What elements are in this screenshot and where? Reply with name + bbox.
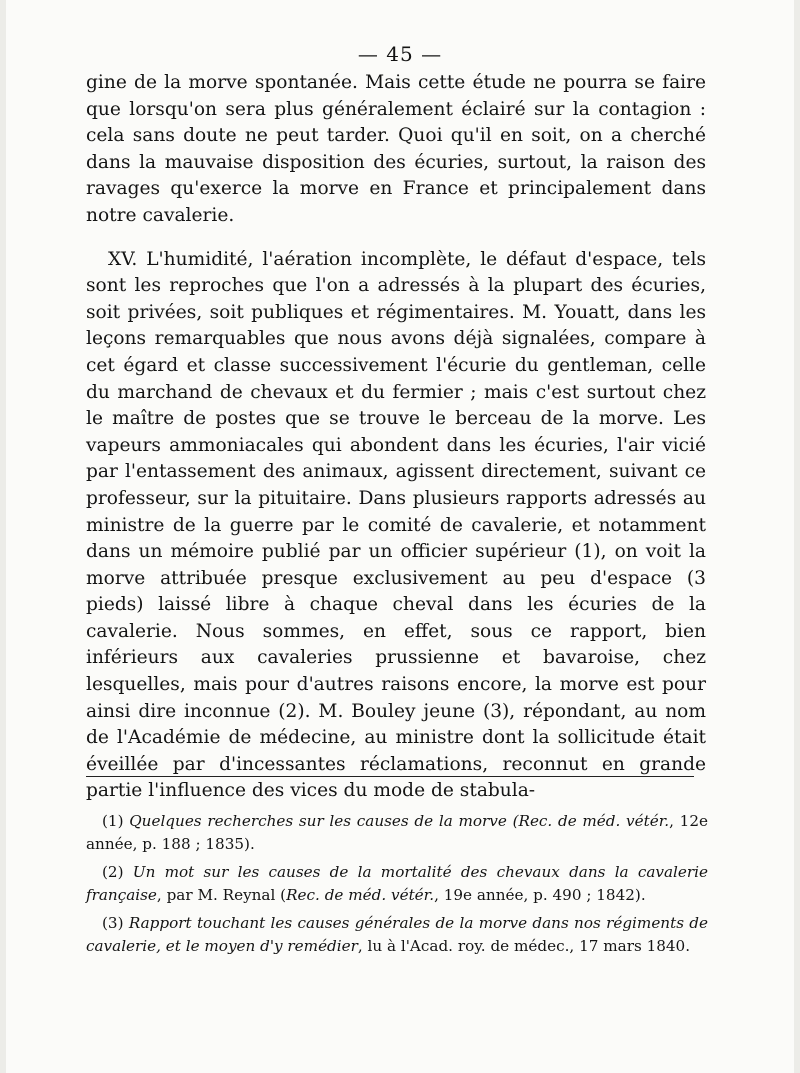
- footnote-source: (Rec. de méd. vétér.: [512, 812, 670, 830]
- footnote-marker: (1): [102, 812, 124, 830]
- footnote-details: , lu à l'Acad. roy. de médec., 17 mars 1840.: [357, 936, 691, 955]
- main-text: [86, 70, 706, 805]
- footnote-source: Rec. de méd. vétér.: [286, 885, 435, 904]
- footnote-title: Quelques recherches sur les causes de la morve: [129, 812, 507, 830]
- footnote-details: , 19e année, p. 490 ; 1842).: [434, 885, 646, 904]
- footnote-3: [86, 912, 708, 957]
- footnote-1: [86, 810, 708, 855]
- page-edge-left: [0, 0, 6, 1073]
- footnote-marker: (3): [102, 914, 124, 933]
- footnote-title: Rapport touchant les causes générales de la morve dans nos régiments de cavalerie, et le moyen d'y remédier: [86, 914, 709, 955]
- footnote-separator: [86, 776, 694, 777]
- paragraph-section-xv: XV. L'humidité, l'aération incomplète, le défaut d'espace, tels sont les reproches que l'on a adressés à la plupart des écuries, soit privées, soit publiques et régimentaires. M. Youatt, dans les leçons remarquables que nous avons déjà signalées, compare à cet égard et classe successivement l'écurie du gentleman, celle du marchand de chevaux et du fermier ; mais c'est surtout chez le maître de postes que se trouve le berceau de la morve. Les vapeurs ammoniacales qui abondent dans les écuries, l'air vicié par l'entassement des animaux, agissent directement, suivant ce professeur, sur la pituitaire. Dans plusieurs rapports adressés au ministre de la guerre par le comité de cavalerie, et notamment dans un mémoire publié par un officier supérieur (1), on voit la morve attribuée presque exclusivement au peu d'espace (3 pieds) laissé libre à chaque cheval dans les écuries de la cavalerie. Nous sommes, en effet, sous ce rapport, bien inférieurs aux cavaleries prussienne et bavaroise, chez lesquelles, mais pour d'autres raisons encore, la morve est pour ainsi dire inconnue (2). M. Bouley jeune (3), répondant, au nom de l'Académie de médecine, au ministre dont la sollicitude était éveillée par d'incessantes réclamations, reconnut en grande partie l'influence des vices du mode de stabula-: [86, 248, 706, 802]
- footnote-title: Un mot sur les causes de la mortalité des chevaux dans la cavalerie française: [86, 863, 709, 904]
- footnote-2: [86, 861, 708, 906]
- footnote-marker: (2): [102, 863, 124, 882]
- paragraph-continuation: gine de la morve spontanée. Mais cette étude ne pourra se faire que lorsqu'on sera plus généralement éclairé sur la contagion : cela sans doute ne peut tarder. Quoi qu'il en soit, on a cherché dans la mauvaise disposition des écuries, surtout, la raison des ravages qu'exerce la morve en France et principalement dans notre cavalerie.: [86, 72, 706, 226]
- footnote-details: , 12e année, p. 188 ; 1835).: [86, 812, 708, 853]
- page-number: — 45 —: [357, 42, 443, 66]
- footnote-author: , par M. Reynal (: [156, 885, 287, 904]
- page-edge-right: [794, 0, 800, 1073]
- footnotes: [86, 810, 708, 964]
